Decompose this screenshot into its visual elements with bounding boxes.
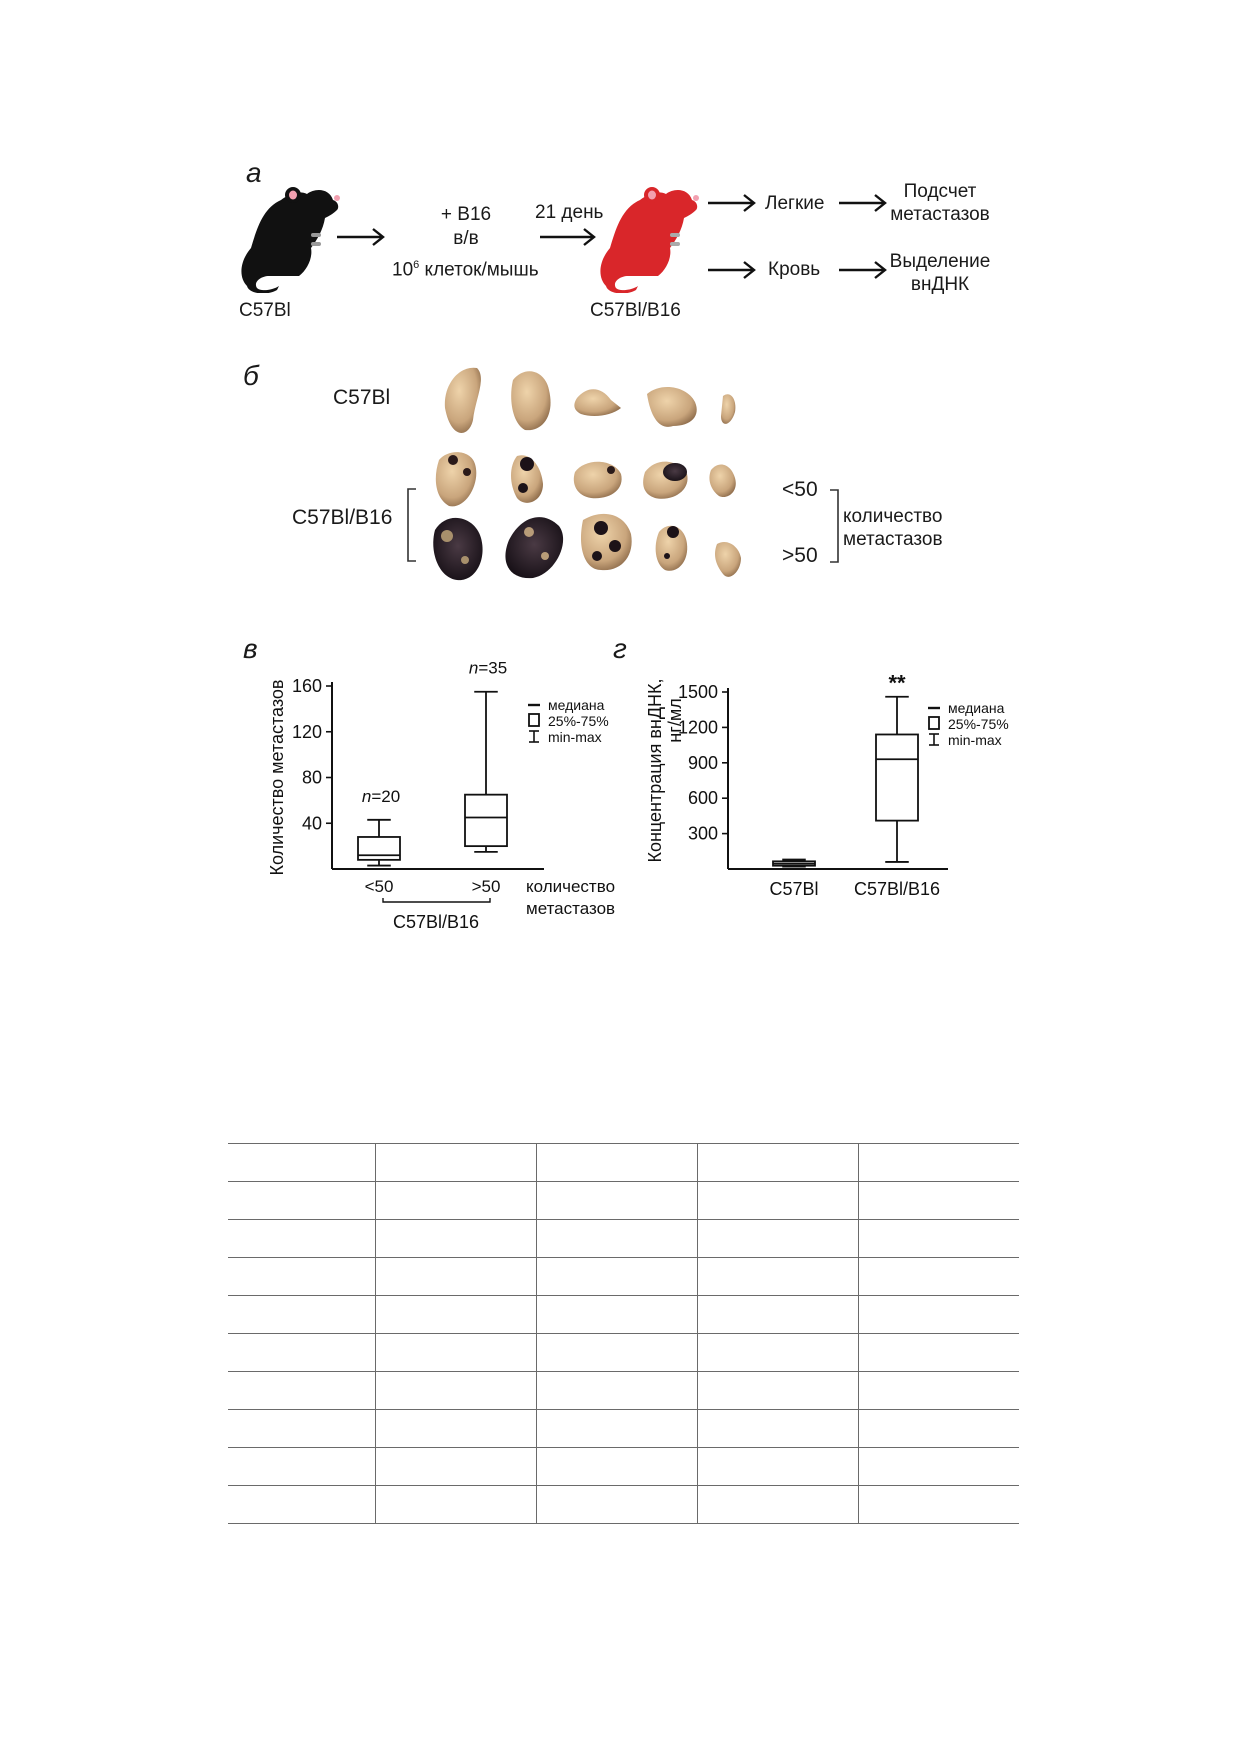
- box: [358, 837, 400, 860]
- table-cell: [228, 1334, 376, 1372]
- table-cell: [698, 1144, 859, 1182]
- legend-iqr-label: 25%-75%: [948, 716, 1009, 732]
- table-cell: [376, 1258, 537, 1296]
- dose-base: 10: [392, 259, 414, 281]
- table-row: [228, 1182, 1019, 1220]
- table-cell: [228, 1486, 376, 1524]
- table-cell: [228, 1182, 376, 1220]
- dose-unit: клеток/мышь: [419, 259, 539, 281]
- x-tick-label: <50: [364, 877, 394, 896]
- y-axis-label-line2: нг/мл: [665, 698, 685, 743]
- table-cell: [376, 1296, 537, 1334]
- y-tick-label: 1500: [677, 682, 718, 702]
- injection-dose: [392, 254, 539, 281]
- dose-exponent: 6: [413, 259, 420, 271]
- control-lungs: [445, 368, 736, 433]
- lung-photos: [425, 360, 780, 610]
- y-axis-label-line1: Концентрация внДНК,: [645, 678, 665, 863]
- injection-line2: в/в: [453, 228, 479, 249]
- table-row: [228, 1334, 1019, 1372]
- x-tick-label: >50: [471, 877, 501, 896]
- box: [876, 734, 918, 820]
- y-tick-label: 80: [301, 767, 322, 788]
- count-bracket: [828, 488, 842, 564]
- table-cell: [228, 1258, 376, 1296]
- arrow-2-icon: [538, 227, 598, 247]
- legend-median-label: медиана: [948, 700, 1005, 716]
- table-cell: [859, 1296, 1020, 1334]
- table-row: [228, 1410, 1019, 1448]
- table-cell: [859, 1258, 1020, 1296]
- table-cell: [859, 1182, 1020, 1220]
- chart-dna-concentration: [640, 655, 1020, 915]
- table-cell: [537, 1448, 698, 1486]
- table-cell: [228, 1220, 376, 1258]
- x-axis-label-line1: количество: [526, 877, 616, 896]
- table-cell: [859, 1220, 1020, 1258]
- table-row: [228, 1144, 1019, 1182]
- table-cell: [859, 1410, 1020, 1448]
- panel-a-letter: а: [246, 157, 262, 188]
- high-metastasis-lungs: [433, 514, 741, 580]
- table-cell: [376, 1182, 537, 1220]
- group-label: C57Bl/B16: [392, 912, 480, 932]
- legend-iqr-icon: [929, 717, 939, 729]
- group-bracket: [383, 898, 490, 902]
- table-row: [228, 1372, 1019, 1410]
- table-cell: [376, 1486, 537, 1524]
- table-cell: [537, 1334, 698, 1372]
- legend-range-label: min-max: [548, 729, 602, 745]
- x-tick-label: C57Bl: [769, 879, 819, 899]
- table-cell: [698, 1486, 859, 1524]
- legend-iqr-label: 25%-75%: [548, 713, 609, 729]
- table-cell: [228, 1144, 376, 1182]
- chart-metastasis-count: [260, 655, 630, 940]
- panel-b-letter: б: [243, 360, 259, 391]
- table-cell: [698, 1182, 859, 1220]
- table-cell: [376, 1410, 537, 1448]
- arrow-5-icon: [706, 260, 758, 280]
- box: [465, 795, 507, 846]
- group-tumor-label: C57Bl/B16: [292, 506, 393, 529]
- table-cell: [859, 1372, 1020, 1410]
- table-cell: [698, 1334, 859, 1372]
- table-cell: [376, 1220, 537, 1258]
- y-axis-label: Количество метастазов: [267, 679, 287, 876]
- n-label: n=35: [468, 658, 508, 678]
- table-cell: [537, 1486, 698, 1524]
- table-row: [228, 1296, 1019, 1334]
- arrow-3-icon: [706, 193, 758, 213]
- table-cell: [537, 1410, 698, 1448]
- y-tick-label: 300: [687, 823, 718, 844]
- n-label: n=20: [361, 786, 401, 806]
- table-cell: [376, 1144, 537, 1182]
- tumor-mouse-icon: [592, 178, 702, 293]
- x-axis-label-line2: метастазов: [526, 899, 616, 918]
- y-tick-label: 120: [291, 721, 322, 742]
- result-dna-line1: Выделение: [889, 251, 991, 272]
- y-tick-label: 900: [687, 752, 718, 773]
- control-mouse-icon: [233, 178, 343, 293]
- y-tick-label: 1200: [677, 717, 718, 738]
- table-cell: [228, 1372, 376, 1410]
- panel-c-letter: в: [243, 633, 258, 664]
- table-row: [228, 1220, 1019, 1258]
- table-cell: [698, 1410, 859, 1448]
- bracket-label-line2: метастазов: [843, 529, 943, 550]
- time-label: 21 день: [535, 202, 604, 223]
- x-tick-label: C57Bl/B16: [853, 879, 941, 899]
- panel-d-letter: г: [613, 633, 627, 664]
- table-cell: [376, 1334, 537, 1372]
- table-cell: [376, 1372, 537, 1410]
- y-tick-label: 160: [291, 676, 322, 696]
- table-row: [228, 1486, 1019, 1524]
- empty-table: [228, 1143, 1019, 1524]
- table-cell: [859, 1144, 1020, 1182]
- table-cell: [537, 1220, 698, 1258]
- table-cell: [376, 1448, 537, 1486]
- mouse-control-label: C57Bl: [239, 300, 291, 321]
- legend-median-label: медиана: [548, 697, 605, 713]
- mouse-tumor-label: C57Bl/B16: [590, 300, 681, 321]
- table-cell: [698, 1296, 859, 1334]
- row-high-label: >50: [782, 544, 818, 567]
- table-cell: [228, 1448, 376, 1486]
- table-cell: [698, 1258, 859, 1296]
- table-row: [228, 1258, 1019, 1296]
- legend-iqr-icon: [529, 714, 539, 726]
- row-low-label: <50: [782, 478, 818, 501]
- table-cell: [698, 1372, 859, 1410]
- arrow-1-icon: [335, 227, 387, 247]
- table-cell: [698, 1220, 859, 1258]
- table-cell: [228, 1410, 376, 1448]
- table-cell: [537, 1182, 698, 1220]
- table-cell: [537, 1296, 698, 1334]
- table-cell: [859, 1486, 1020, 1524]
- legend-range-label: min-max: [948, 732, 1002, 748]
- table-cell: [537, 1372, 698, 1410]
- result-count-line2: метастазов: [890, 204, 990, 225]
- table-cell: [859, 1448, 1020, 1486]
- group-bracket: [404, 487, 418, 563]
- result-count-line1: Подсчет: [903, 181, 977, 202]
- bracket-label-line1: количество: [843, 506, 943, 527]
- branch-blood-label: Кровь: [768, 259, 821, 280]
- y-tick-label: 40: [301, 813, 322, 834]
- low-metastasis-lungs: [436, 452, 736, 506]
- table-cell: [537, 1144, 698, 1182]
- table-cell: [859, 1334, 1020, 1372]
- table-cell: [537, 1258, 698, 1296]
- y-tick-label: 600: [687, 788, 718, 809]
- branch-lungs-label: Легкие: [765, 193, 825, 214]
- table-cell: [228, 1296, 376, 1334]
- table-cell: [698, 1448, 859, 1486]
- table-row: [228, 1448, 1019, 1486]
- row-control-label: C57Bl: [333, 386, 391, 409]
- injection-line1: + B16: [440, 204, 492, 225]
- result-dna-line2: внДНК: [910, 274, 970, 295]
- significance-marker: **: [888, 670, 906, 696]
